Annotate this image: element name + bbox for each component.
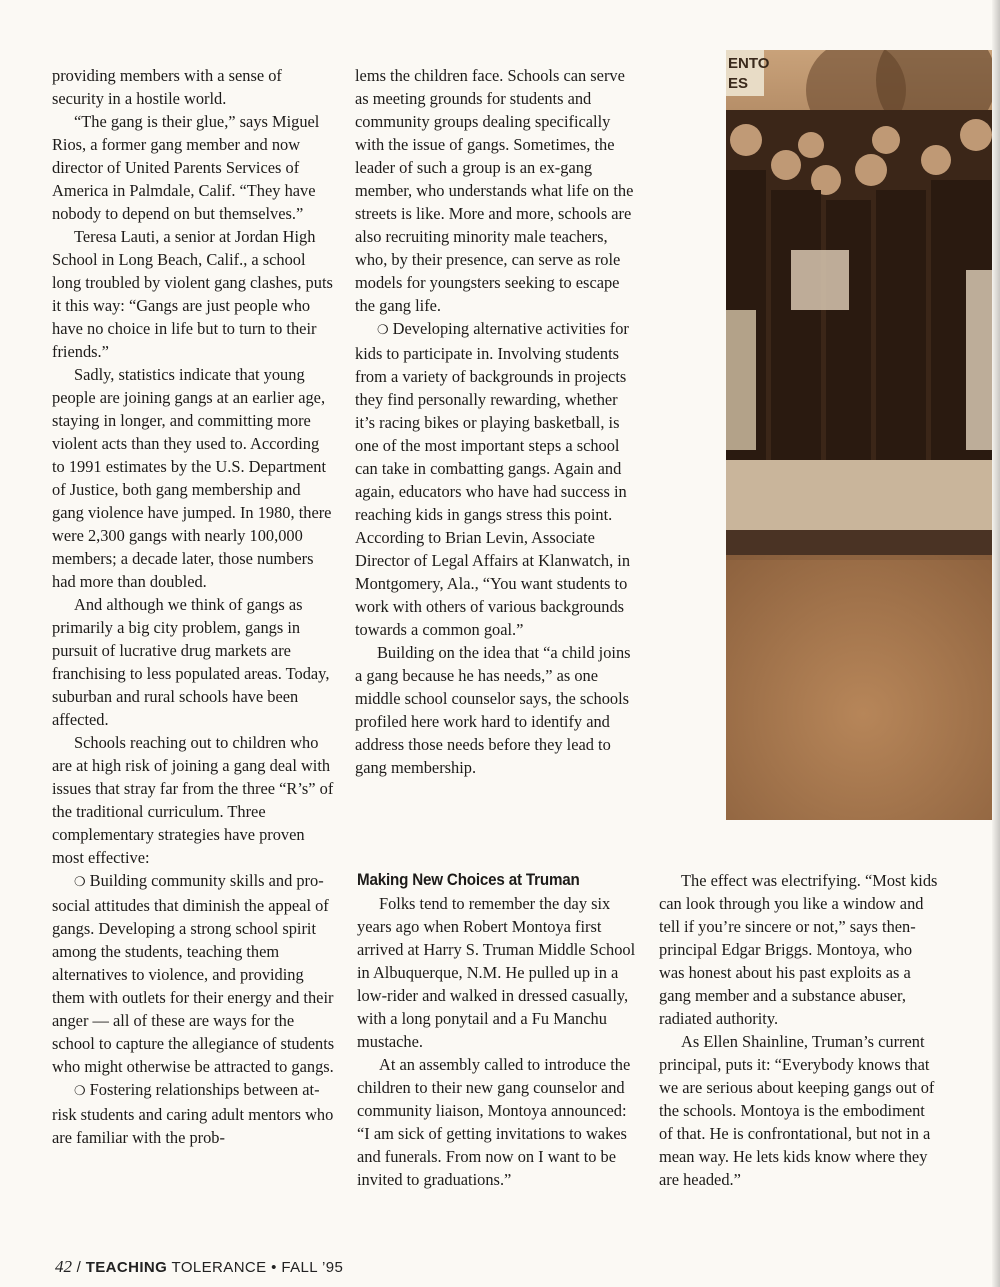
article-column-1 — [52, 64, 336, 1149]
paragraph: Teresa Lauti, a senior at Jordan High School in Long Beach, Calif., a school long troubled by violent gang clashes, puts it this way: “Gangs are just people who have no choice in life but to turn to their friends.” — [52, 227, 333, 361]
svg-text:ES: ES — [728, 75, 749, 92]
paragraph: “The gang is their glue,” says Miguel Rios, a former gang member and now director of United Parents Services of America in Palmdale, Calif. “They have nobody to depend on but themselves.” — [52, 112, 320, 223]
bullet-paragraph: ❍ Fostering relationships between at-risk students and caring adult mentors who are familiar with the prob- — [52, 1080, 334, 1147]
street-sign-text: ENTO — [728, 55, 770, 72]
section-subhead: Making New Choices at Truman — [357, 871, 580, 889]
bullet-icon: ❍ — [377, 323, 389, 338]
paragraph: Building on the idea that “a child joins a gang because he has needs,” as one middle school counselor says, the schools profiled here work hard to identify and address those needs before they lead to gang membership. — [355, 643, 631, 777]
article-column-2 — [355, 64, 639, 779]
paragraph: Folks tend to remember the day six years ago when Robert Montoya first arrived at Harry S. Truman Middle School in Albuquerque, N.M. He pulled up in a low-rider and walked in dressed casually, with a long ponytail and a Fu Manchu mustache. — [357, 894, 636, 1051]
paragraph: And although we think of gangs as primarily a big city problem, gangs in pursuit of lucrative drug markets are franchising to less populated areas. Today, suburban and rural schools have been affected. — [52, 595, 330, 729]
magazine-name-bold: TEACHING — [85, 1259, 168, 1276]
bullet-paragraph: ❍ Building community skills and pro-social attitudes that diminish the appeal of gangs. Developing a strong school spirit among the students, teaching them alternatives to violence, and providing them with outlets for their energy and their anger — all of these are ways for the school to capture the allegiance of students who might otherwise be attracted to gangs. — [52, 871, 335, 1076]
bullet-icon: ❍ — [74, 1084, 86, 1099]
article-column-2-lower — [357, 869, 641, 1191]
paragraph: lems the children face. Schools can serve as meeting grounds for students and community groups dealing specifically with the issue of gangs. Sometimes, the leader of such a group is an ex-gang member, who understands what life on the streets is like. More and more, schools are also recruiting minority male teachers, who, by their presence, can serve as role models for youngsters seeking to escape the gang life. — [355, 66, 634, 315]
paragraph: Schools reaching out to children who are at high risk of joining a gang deal with issues that stray far from the three “R’s” of the traditional curriculum. Three complementary strategies have proven most effective: — [52, 733, 334, 867]
paragraph: providing members with a sense of security in a hostile world. — [52, 66, 282, 108]
paragraph: Sadly, statistics indicate that young people are joining gangs at an earlier age, staying in longer, and committing more violent acts than they used to. According to 1991 estimates by the U.S. Department of Justice, both gang membership and gang violence have jumped. In 1980, there were 2,300 gangs with nearly 100,000 members; a decade later, those numbers had more than doubled. — [52, 365, 332, 591]
paragraph: The effect was electrifying. “Most kids can look through you like a window and tell if you’re sincere or not,” says then-principal Edgar Briggs. Montoya, who was honest about his past exploits as a gang member and a substance abuser, radiated authority. — [659, 871, 938, 1028]
page-number: 42 — [55, 1257, 72, 1276]
paragraph: At an assembly called to introduce the children to their new gang counselor and community liaison, Montoya announced: “I am sick of getting invitations to wakes and funerals. From now on I want to be invited to graduations.” — [357, 1055, 631, 1189]
bullet-icon: ❍ — [74, 875, 86, 890]
paragraph: As Ellen Shainline, Truman’s current principal, puts it: “Everybody knows that we are serious about keeping gangs out of the schools. Montoya is the embodiment of that. He is confrontational, but not in a mean way. He lets kids know where they are headed.” — [659, 1032, 935, 1189]
students-photo — [726, 50, 1000, 820]
bullet-paragraph: ❍ Developing alternative activities for kids to participate in. Involving students from a variety of backgrounds in projects they find personally rewarding, whether it’s racing bikes or playing basketball, is one of the most important steps a school can take in combatting gangs. Again and again, educators who have had success in reaching kids in gangs stress this point. According to Brian Levin, Associate Director of Legal Affairs at Klanwatch, in Montgomery, Ala., “You want students to work with others of various backgrounds towards a common goal.” — [355, 319, 631, 639]
magazine-name: TOLERANCE — [167, 1259, 267, 1276]
article-column-3 — [659, 869, 941, 1191]
issue-date: FALL ’95 — [281, 1259, 344, 1276]
page-edge — [992, 0, 1000, 1287]
page-footer: 42 / TEACHING TOLERANCE • FALL ’95 — [55, 1257, 344, 1276]
